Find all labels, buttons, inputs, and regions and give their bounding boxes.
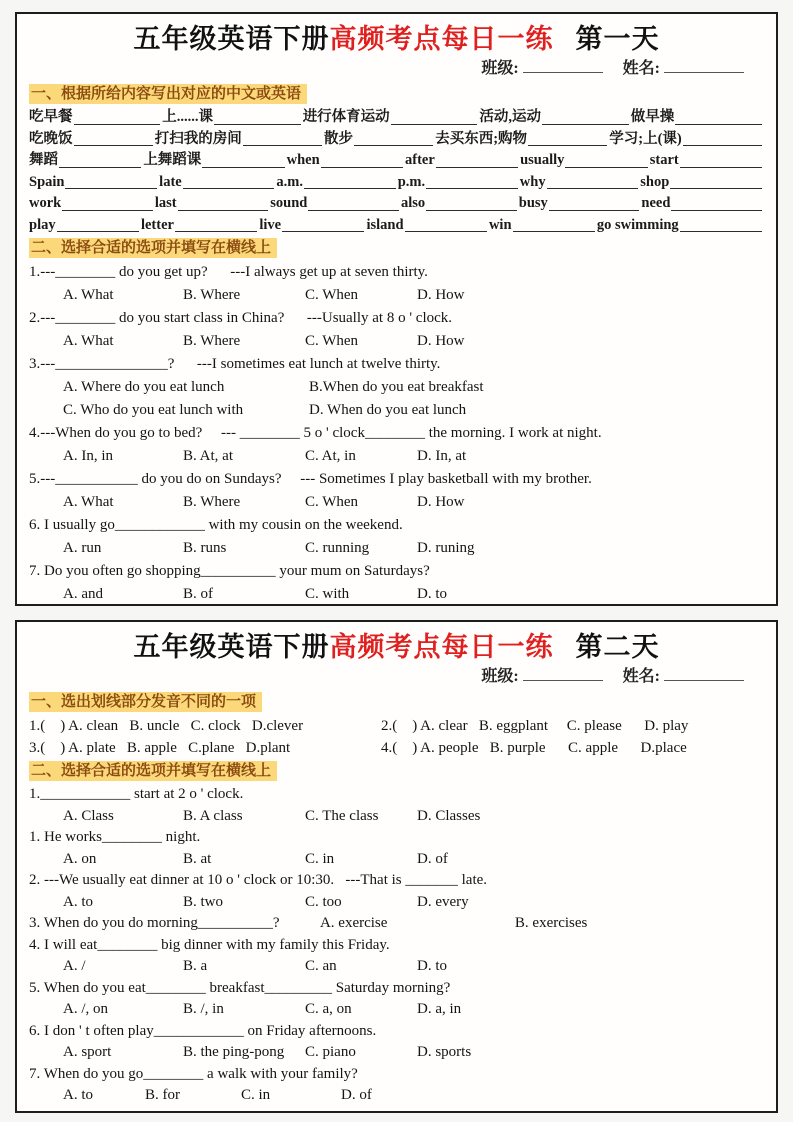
option: B.When do you eat breakfast xyxy=(309,379,484,395)
answer-blank xyxy=(405,215,487,233)
question xyxy=(29,935,764,978)
question-stem: 5. When do you eat________ breakfast_________ Saturday morning? xyxy=(29,979,451,996)
question xyxy=(29,560,764,606)
options-row xyxy=(29,1085,764,1107)
option: C. At, in xyxy=(305,448,356,464)
vocab-term: play xyxy=(29,216,56,233)
vocab-term: why xyxy=(519,173,546,190)
option: B. for xyxy=(145,1087,180,1103)
title-book-part: 五年级英语下册 xyxy=(133,24,330,54)
title-series-part: 高频考点每日一练 xyxy=(329,24,554,54)
pronunciation-item: 4.( ) A. people B. purple C. apple D.place xyxy=(381,740,687,756)
vocab-item xyxy=(435,129,609,151)
option: C. The class xyxy=(305,807,379,824)
answer-blank xyxy=(214,107,301,125)
vocab-term: 上舞蹈课 xyxy=(143,152,202,168)
vocab-term: 学习;上(课) xyxy=(609,130,682,147)
section1-heading: 一、选出划线部分发音不同的一项 xyxy=(29,692,262,712)
question-stem: 4.---When do you go to bed? --- ________ 5 o ' clock________ the morning. I work at night. xyxy=(29,425,602,441)
option: A. What xyxy=(63,333,114,349)
question-stem: 5.---___________ do you do on Sundays? --- Sometimes I play basketball with my brother. xyxy=(29,471,592,487)
vocab-row xyxy=(29,129,764,151)
option: C. a, on xyxy=(305,1001,352,1017)
answer-blank xyxy=(680,150,762,168)
option: D. to xyxy=(417,958,447,974)
option: C. too xyxy=(305,893,342,910)
vocab-row xyxy=(29,150,764,172)
question xyxy=(29,827,764,870)
vocab-item xyxy=(141,215,259,237)
options-row xyxy=(29,956,764,978)
vocab-item xyxy=(405,150,520,172)
vocab-term: work xyxy=(29,195,62,211)
vocab-row xyxy=(29,172,764,194)
options-row xyxy=(29,806,764,828)
answer-blank xyxy=(542,107,629,125)
answer-blank xyxy=(59,150,141,168)
answer-blank xyxy=(549,193,640,211)
options-row xyxy=(29,849,764,871)
vocab-term: need xyxy=(641,195,671,211)
question-stem: 1. He works________ night. xyxy=(29,829,201,845)
vocab-term: p.m. xyxy=(397,173,426,190)
question xyxy=(29,1064,764,1107)
vocab-term: 吃早餐 xyxy=(29,109,73,125)
option: A. run xyxy=(63,540,102,556)
vocab-item xyxy=(303,107,480,129)
answer-blank xyxy=(670,172,762,190)
vocab-item xyxy=(162,107,302,129)
answer-blank xyxy=(62,193,153,211)
vocab-term: sound xyxy=(270,195,308,211)
vocab-row xyxy=(29,107,764,129)
name-blank xyxy=(664,58,744,73)
option: B. two xyxy=(183,893,224,910)
question-stem: 7. Do you often go shopping__________ your mum on Saturdays? xyxy=(29,563,430,579)
vocab-term: Spain xyxy=(29,173,65,190)
vocab-row xyxy=(29,193,764,215)
name-blank xyxy=(664,666,744,681)
vocab-term: letter xyxy=(140,216,174,233)
answer-blank xyxy=(74,107,161,125)
vocab-term: 散步 xyxy=(323,130,353,147)
vocab-term: go swimming xyxy=(596,216,679,233)
option: B. A class xyxy=(183,807,243,824)
class-blank xyxy=(523,58,603,73)
vocab-term: 上......课 xyxy=(162,109,213,125)
title-book-part: 五年级英语下册 xyxy=(133,632,330,662)
option: B. runs xyxy=(183,540,227,556)
option: D. runing xyxy=(417,540,475,556)
question-stem: 1.____________ start at 2 o ' clock. xyxy=(29,786,244,802)
option: C. When xyxy=(305,333,359,349)
page-title xyxy=(29,630,764,664)
vocab-item xyxy=(489,215,597,237)
option: A. to xyxy=(63,1087,93,1103)
vocab-term: a.m. xyxy=(276,173,303,190)
vocab-term: after xyxy=(404,152,435,168)
options-row xyxy=(29,330,764,353)
options-row xyxy=(29,537,764,560)
option: A. In, in xyxy=(63,448,113,464)
options-row xyxy=(29,284,764,307)
title-day-part: 第二天 xyxy=(575,632,660,662)
option: A. Where do you eat lunch xyxy=(63,379,225,395)
option: B. At, at xyxy=(183,448,234,464)
question-list xyxy=(29,784,764,1107)
vocab-item xyxy=(270,193,401,215)
class-blank xyxy=(523,666,603,681)
vocab-item xyxy=(479,107,630,129)
pronunciation-item: 1.( ) A. clean B. uncle C. clock D.clever xyxy=(29,718,304,734)
option: D. In, at xyxy=(417,448,467,464)
answer-blank xyxy=(304,172,396,190)
option: D. Classes xyxy=(417,807,481,824)
vocab-item xyxy=(609,129,764,151)
options-row xyxy=(29,376,764,422)
answer-blank xyxy=(436,150,518,168)
question xyxy=(29,422,764,468)
question xyxy=(29,353,764,422)
options-row xyxy=(29,445,764,468)
option: D. of xyxy=(341,1087,372,1103)
answer-blank xyxy=(426,193,517,211)
vocab-item xyxy=(29,193,155,215)
options-row xyxy=(29,583,764,606)
question-list xyxy=(29,261,764,606)
question-stem: 6. I usually go____________ with my cousin on the weekend. xyxy=(29,517,403,533)
pronunciation-row xyxy=(29,737,764,759)
answer-blank xyxy=(65,172,157,190)
answer-blank xyxy=(671,193,762,211)
answer-blank xyxy=(243,129,322,147)
option: D. to xyxy=(417,586,447,602)
option: C. in xyxy=(305,850,335,867)
option: D. How xyxy=(417,287,465,303)
question xyxy=(29,1021,764,1064)
option: A. What xyxy=(63,287,114,303)
worksheet-page-day1 xyxy=(15,12,778,606)
question xyxy=(29,261,764,307)
option: B. Where xyxy=(183,333,241,349)
vocab-item xyxy=(401,193,519,215)
answer-blank xyxy=(675,107,762,125)
vocab-item xyxy=(287,150,405,172)
option: A. /, on xyxy=(63,1001,108,1017)
option: C. piano xyxy=(305,1044,356,1060)
vocab-term: also xyxy=(400,195,426,211)
vocab-term: 去买东西;购物 xyxy=(435,130,528,147)
worksheet-page-day2 xyxy=(15,620,778,1113)
option: C. When xyxy=(305,287,359,303)
answer-blank xyxy=(680,215,762,233)
vocab-item xyxy=(29,215,141,237)
answer-blank xyxy=(391,107,478,125)
option: A. to xyxy=(63,893,93,910)
question-stem: 2.---________ do you start class in China? ---Usually at 8 o ' clock. xyxy=(29,310,453,326)
answer-blank xyxy=(321,150,403,168)
vocab-term: 吃晚饭 xyxy=(29,130,73,147)
answer-blank xyxy=(202,150,284,168)
class-label: 班级: xyxy=(481,60,519,77)
answer-blank xyxy=(565,150,647,168)
answer-blank xyxy=(282,215,364,233)
vocab-term: shop xyxy=(640,173,670,190)
vocab-term: 进行体育运动 xyxy=(302,109,390,125)
name-label: 姓名: xyxy=(622,668,660,685)
option: A. Class xyxy=(63,807,114,824)
option: A. / xyxy=(63,958,86,974)
option: C. Who do you eat lunch with xyxy=(63,402,244,418)
option: C. When xyxy=(305,494,359,510)
answer-blank xyxy=(183,172,275,190)
option: A. and xyxy=(63,586,103,602)
vocab-term: island xyxy=(366,216,404,233)
section2-heading: 二、选择合适的选项并填写在横线上 xyxy=(29,761,277,781)
answer-blank xyxy=(175,215,257,233)
question xyxy=(29,307,764,353)
answer-blank xyxy=(308,193,399,211)
title-series-part: 高频考点每日一练 xyxy=(329,632,554,662)
question-stem: 3.---_______________? ---I sometimes eat lunch at twelve thirty. xyxy=(29,356,441,372)
name-label: 姓名: xyxy=(622,60,660,77)
vocab-term: when xyxy=(286,152,320,168)
option: B. Where xyxy=(183,494,241,510)
vocab-term: live xyxy=(259,216,282,233)
option: B. a xyxy=(183,958,208,974)
answer-blank xyxy=(683,129,762,147)
vocab-term: usually xyxy=(520,152,565,168)
option: D. When do you eat lunch xyxy=(309,402,467,418)
answer-blank xyxy=(57,215,139,233)
option: C. running xyxy=(305,540,370,556)
vocab-term: busy xyxy=(518,195,548,211)
vocab-item xyxy=(155,129,324,151)
class-name-line xyxy=(29,664,764,690)
answer-blank xyxy=(513,215,595,233)
vocab-item xyxy=(276,172,397,194)
vocab-item xyxy=(520,172,640,194)
options-row xyxy=(29,892,764,914)
option: D. How xyxy=(417,333,465,349)
vocab-item xyxy=(631,107,764,129)
question xyxy=(29,913,764,935)
option: B. at xyxy=(183,850,212,867)
vocab-grid xyxy=(29,107,764,236)
options-row xyxy=(29,999,764,1021)
answer-blank xyxy=(74,129,153,147)
option: B. Where xyxy=(183,287,241,303)
option: C. an xyxy=(305,958,337,974)
vocab-item xyxy=(29,129,155,151)
question-stem: 7. When do you go________ a walk with your family? xyxy=(29,1065,358,1082)
options-row xyxy=(29,1042,764,1064)
section2-heading: 二、选择合适的选项并填写在横线上 xyxy=(29,238,277,258)
option: A. What xyxy=(63,494,114,510)
pronunciation-row xyxy=(29,715,764,737)
vocab-term: late xyxy=(159,173,182,190)
question-stem: 6. I don ' t often play____________ on Friday afternoons. xyxy=(29,1022,377,1039)
vocab-item xyxy=(29,150,143,172)
vocab-item xyxy=(324,129,435,151)
option: D. How xyxy=(417,494,465,510)
answer-blank xyxy=(354,129,433,147)
pronunciation-item: 3.( ) A. plate B. apple C.plane D.plant xyxy=(29,740,291,756)
vocab-item xyxy=(641,193,764,215)
class-name-line xyxy=(29,56,764,82)
vocab-term: last xyxy=(154,195,177,211)
option: C. with xyxy=(305,586,350,602)
question-stem: 2. ---We usually eat dinner at 10 o ' clock or 10:30. ---That is _______ late. xyxy=(29,872,488,888)
vocab-term: start xyxy=(649,152,679,168)
vocab-term: 做早操 xyxy=(630,109,675,125)
answer-blank xyxy=(178,193,269,211)
option: B. the ping-pong xyxy=(183,1044,285,1060)
vocab-item xyxy=(520,150,650,172)
class-label: 班级: xyxy=(481,668,519,685)
title-day-part: 第一天 xyxy=(575,24,660,54)
question xyxy=(29,514,764,560)
question xyxy=(29,870,764,913)
vocab-item xyxy=(597,215,764,237)
vocab-item xyxy=(29,107,162,129)
vocab-item xyxy=(143,150,286,172)
pronunciation-list xyxy=(29,715,764,759)
vocab-item xyxy=(640,172,764,194)
answer-blank xyxy=(528,129,607,147)
vocab-item xyxy=(519,193,642,215)
option: A. sport xyxy=(63,1044,112,1060)
question-stem: 4. I will eat________ big dinner with my family this Friday. xyxy=(29,936,390,953)
section1-heading: 一、根据所给内容写出对应的中文或英语 xyxy=(29,84,307,104)
answer-blank xyxy=(426,172,518,190)
vocab-row xyxy=(29,215,764,237)
vocab-term: 活动,运动 xyxy=(479,109,542,125)
vocab-term: win xyxy=(488,216,512,233)
vocab-item xyxy=(155,193,270,215)
options-row xyxy=(29,491,764,514)
option: B. of xyxy=(183,586,213,602)
question xyxy=(29,978,764,1021)
vocab-item xyxy=(366,215,488,237)
option: B. /, in xyxy=(183,1001,224,1017)
question-stem: 1.---________ do you get up? ---I always get up at seven thirty. xyxy=(29,264,428,280)
option: C. in xyxy=(241,1087,271,1103)
vocab-item xyxy=(398,172,520,194)
vocab-term: 打扫我的房间 xyxy=(154,130,242,147)
option: D. sports xyxy=(417,1044,472,1060)
question xyxy=(29,468,764,514)
option: A. on xyxy=(63,850,97,867)
question xyxy=(29,784,764,827)
vocab-item xyxy=(650,150,764,172)
option: D. every xyxy=(417,893,469,910)
question-stem: 3. When do you do morning__________? A. exercise B. exercises xyxy=(29,915,588,931)
option: D. of xyxy=(417,850,448,867)
page-title xyxy=(29,22,764,56)
vocab-item xyxy=(29,172,159,194)
answer-blank xyxy=(547,172,639,190)
vocab-item xyxy=(259,215,366,237)
pronunciation-item: 2.( ) A. clear B. eggplant C. please D. play xyxy=(381,718,689,734)
vocab-term: 舞蹈 xyxy=(29,152,58,168)
vocab-item xyxy=(159,172,276,194)
option: D. a, in xyxy=(417,1001,462,1017)
